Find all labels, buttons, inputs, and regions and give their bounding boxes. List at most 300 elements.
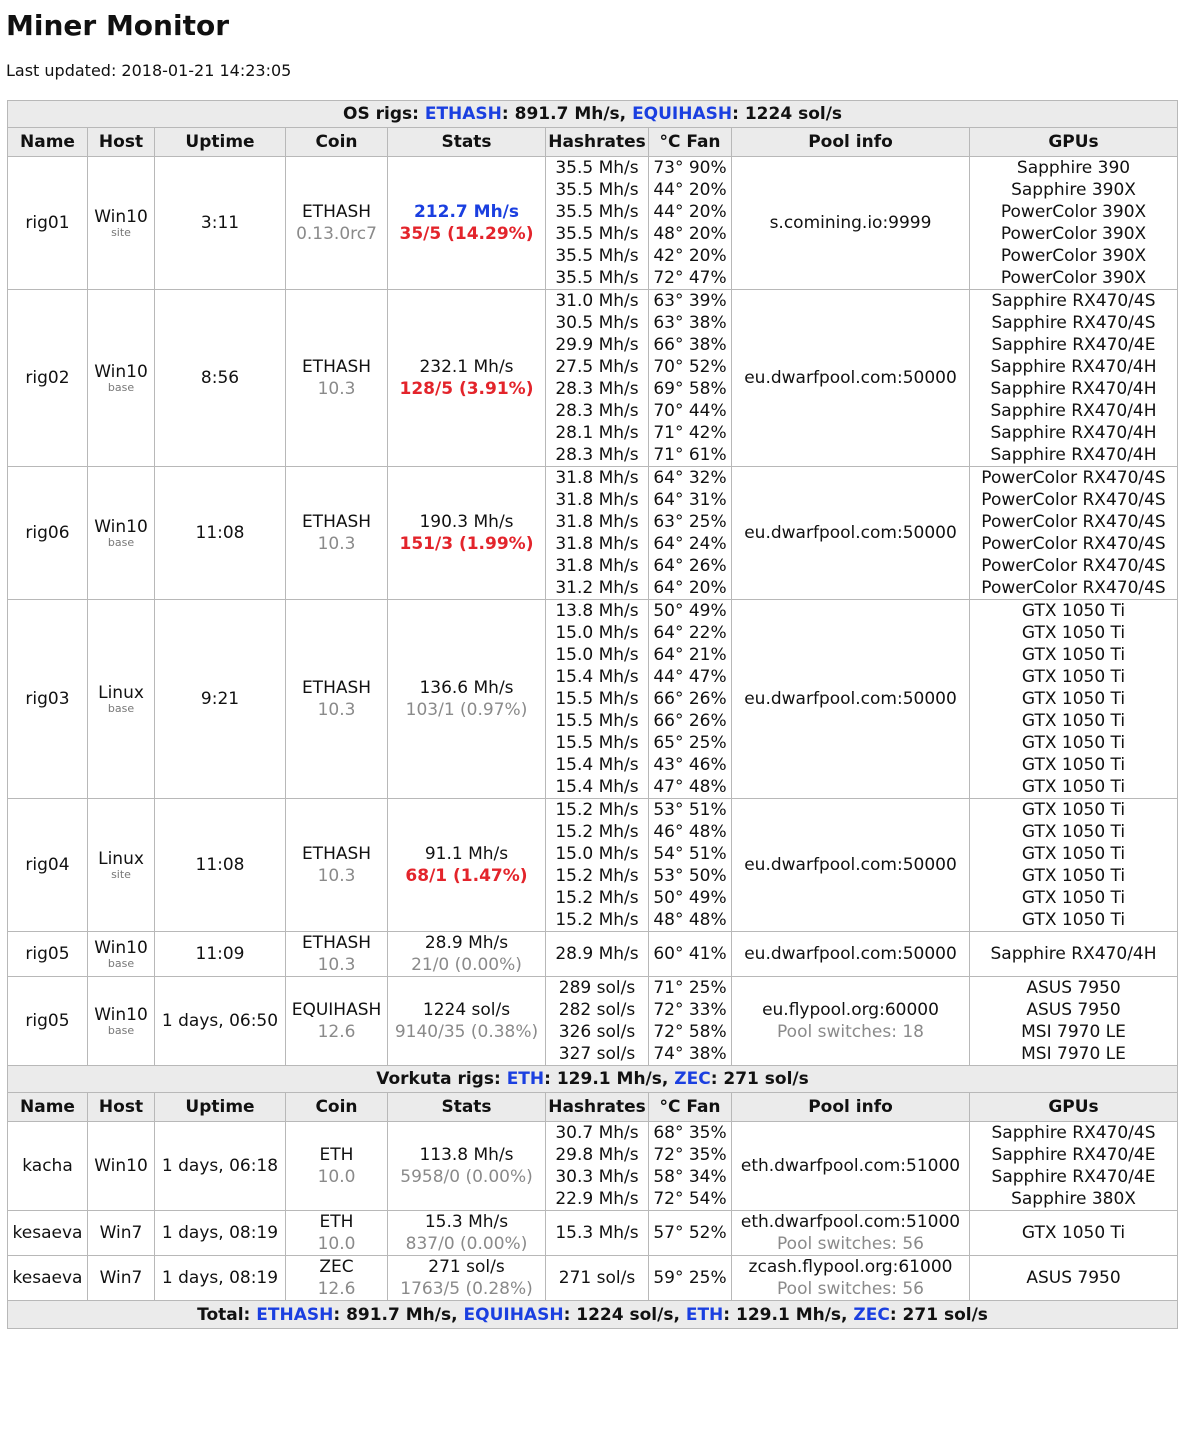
gpu-model: Sapphire 380X	[1011, 1189, 1136, 1209]
rig-hashrates	[546, 467, 649, 600]
rig-coin	[286, 600, 388, 799]
gpu-hashrate: 271 sol/s	[558, 1268, 636, 1288]
gpu-temp-fan: 72° 54%	[653, 1189, 727, 1209]
stats-shares: 9140/35 (0.38%)	[394, 1022, 539, 1042]
rig-name: rig06	[8, 467, 88, 600]
algo-link-ethash[interactable]: ETHASH	[256, 1304, 334, 1325]
rig-uptime: 3:11	[155, 157, 286, 290]
stats-rate: 91.1 Mh/s	[424, 844, 509, 864]
gpu-temp-fan: 71° 61%	[653, 445, 727, 465]
pool-address: eu.dwarfpool.com:50000	[744, 944, 957, 964]
gpu-hashrate: 22.9 Mh/s	[555, 1189, 639, 1209]
pool-address: zcash.flypool.org:61000	[748, 1257, 953, 1277]
algo-total: : 891.7 Mh/s,	[333, 1304, 464, 1325]
total-summary-row-cell	[8, 1301, 1178, 1329]
gpu-hashrate: 35.5 Mh/s	[555, 158, 639, 178]
gpu-hashrate: 15.0 Mh/s	[555, 645, 639, 665]
gpu-model: ASUS 7950	[1026, 978, 1121, 998]
pool-address: eu.flypool.org:60000	[762, 1000, 939, 1020]
group-summary-row	[8, 1066, 1178, 1093]
rig-host	[88, 290, 155, 467]
gpu-temp-fan: 72° 58%	[653, 1022, 727, 1042]
gpu-hashrate: 30.7 Mh/s	[555, 1123, 639, 1143]
coin-version: 10.3	[317, 379, 356, 399]
rig-coin	[286, 157, 388, 290]
last-updated: Last updated: 2018-01-21 14:23:05	[6, 61, 292, 80]
coin-name: ETH	[319, 1145, 354, 1165]
coin-version: 12.6	[317, 1022, 356, 1042]
coin-name: ETHASH	[301, 357, 372, 377]
rig-temps	[649, 1256, 732, 1301]
rig-gpus	[970, 157, 1178, 290]
gpu-model: Sapphire RX470/4S	[991, 1123, 1156, 1143]
rig-pool	[732, 977, 970, 1066]
rig-name: rig04	[8, 799, 88, 932]
coin-version: 0.13.0rc7	[296, 224, 377, 244]
rig-name: rig05	[8, 932, 88, 977]
gpu-temp-fan: 50° 49%	[653, 601, 727, 621]
rig-row	[8, 290, 1178, 467]
algo-link-equihash[interactable]: EQUIHASH	[632, 104, 733, 124]
coin-version: 10.0	[317, 1167, 356, 1187]
gpu-hashrate: 15.5 Mh/s	[555, 711, 639, 731]
rig-pool	[732, 290, 970, 467]
pool-switches: Pool switches: 56	[777, 1234, 924, 1254]
rig-hashrates	[546, 600, 649, 799]
gpu-hashrate: 15.0 Mh/s	[555, 844, 639, 864]
stats-rate: 271 sol/s	[428, 1257, 505, 1277]
rig-stats	[388, 1256, 546, 1301]
gpu-temp-fan: 54° 51%	[653, 844, 727, 864]
gpu-hashrate: 31.8 Mh/s	[555, 490, 639, 510]
rig-uptime: 1 days, 06:50	[155, 977, 286, 1066]
gpu-hashrate: 28.9 Mh/s	[555, 944, 639, 964]
rig-gpus	[970, 1256, 1178, 1301]
gpu-hashrate: 327 sol/s	[558, 1044, 636, 1064]
algo-link-zec[interactable]: ZEC	[853, 1304, 890, 1325]
gpu-hashrate: 28.3 Mh/s	[555, 379, 639, 399]
gpu-temp-fan: 47° 48%	[653, 777, 727, 797]
coin-name: EQUIHASH	[291, 1000, 382, 1020]
algo-link-eth[interactable]: ETH	[685, 1304, 724, 1325]
gpu-model: GTX 1050 Ti	[1021, 888, 1126, 908]
gpu-model: PowerColor 390X	[1000, 268, 1147, 288]
group-label: Total:	[197, 1304, 257, 1325]
rig-coin	[286, 290, 388, 467]
rigs-table	[7, 100, 1178, 1329]
rig-hashrates	[546, 1122, 649, 1211]
rig-host	[88, 467, 155, 600]
gpu-hashrate: 31.0 Mh/s	[555, 291, 639, 311]
gpu-model: GTX 1050 Ti	[1021, 777, 1126, 797]
rig-uptime: 8:56	[155, 290, 286, 467]
rig-stats	[388, 467, 546, 600]
gpu-model: Sapphire RX470/4S	[991, 313, 1156, 333]
gpu-model: PowerColor RX470/4S	[981, 490, 1166, 510]
gpu-hashrate: 35.5 Mh/s	[555, 224, 639, 244]
rig-name: rig02	[8, 290, 88, 467]
gpu-hashrate: 15.0 Mh/s	[555, 623, 639, 643]
host-os: Win10	[94, 207, 148, 227]
rig-temps	[649, 290, 732, 467]
rig-hashrates	[546, 290, 649, 467]
gpu-hashrate: 29.8 Mh/s	[555, 1145, 639, 1165]
gpu-model: PowerColor RX470/4S	[981, 512, 1166, 532]
rig-pool	[732, 467, 970, 600]
gpu-model: GTX 1050 Ti	[1021, 667, 1126, 687]
host-tag: base	[107, 1024, 135, 1037]
rig-host	[88, 1122, 155, 1211]
algo-link-zec[interactable]: ZEC	[674, 1069, 711, 1089]
host-os: Win10	[94, 362, 148, 382]
gpu-temp-fan: 50° 49%	[653, 888, 727, 908]
pool-address: eth.dwarfpool.com:51000	[740, 1212, 961, 1232]
gpu-temp-fan: 59° 25%	[653, 1268, 727, 1288]
rig-row	[8, 799, 1178, 932]
gpu-model: Sapphire RX470/4S	[991, 291, 1156, 311]
gpu-temp-fan: 70° 44%	[653, 401, 727, 421]
gpu-temp-fan: 65° 25%	[653, 733, 727, 753]
coin-version: 10.0	[317, 1234, 356, 1254]
pool-address: eu.dwarfpool.com:50000	[744, 689, 957, 709]
algo-total: : 129.1 Mh/s,	[544, 1069, 675, 1089]
rig-hashrates	[546, 1256, 649, 1301]
rig-name: rig03	[8, 600, 88, 799]
gpu-model: PowerColor RX470/4S	[981, 556, 1166, 576]
gpu-hashrate: 15.2 Mh/s	[555, 866, 639, 886]
gpu-model: PowerColor RX470/4S	[981, 534, 1166, 554]
rig-pool	[732, 799, 970, 932]
host-tag: base	[107, 702, 135, 715]
column-header: GPUs	[970, 1093, 1178, 1122]
rig-stats	[388, 290, 546, 467]
gpu-hashrate: 29.9 Mh/s	[555, 335, 639, 355]
column-header: Hashrates	[546, 128, 649, 157]
coin-name: ZEC	[319, 1257, 354, 1277]
gpu-hashrate: 35.5 Mh/s	[555, 202, 639, 222]
gpu-hashrate: 28.1 Mh/s	[555, 423, 639, 443]
stats-rate: 1224 sol/s	[422, 1000, 511, 1020]
rig-stats	[388, 932, 546, 977]
gpu-temp-fan: 71° 25%	[653, 978, 727, 998]
gpu-temp-fan: 72° 33%	[653, 1000, 727, 1020]
gpu-temp-fan: 66° 26%	[653, 689, 727, 709]
gpu-model: GTX 1050 Ti	[1021, 1223, 1126, 1243]
gpu-hashrate: 15.3 Mh/s	[555, 1223, 639, 1243]
host-os: Linux	[98, 849, 144, 869]
gpu-model: PowerColor 390X	[1000, 246, 1147, 266]
gpu-model: Sapphire RX470/4E	[991, 335, 1156, 355]
rig-temps	[649, 600, 732, 799]
pool-switches: Pool switches: 56	[777, 1279, 924, 1299]
algo-link-eth[interactable]: ETH	[506, 1069, 545, 1089]
rig-temps	[649, 1122, 732, 1211]
gpu-hashrate: 35.5 Mh/s	[555, 246, 639, 266]
rig-name: kesaeva	[8, 1211, 88, 1256]
rig-coin	[286, 1256, 388, 1301]
stats-rate: 15.3 Mh/s	[424, 1212, 509, 1232]
gpu-temp-fan: 70° 52%	[653, 357, 727, 377]
rig-gpus	[970, 977, 1178, 1066]
rig-hashrates	[546, 157, 649, 290]
gpu-model: Sapphire 390	[1016, 158, 1131, 178]
rig-row	[8, 157, 1178, 290]
algo-link-equihash[interactable]: EQUIHASH	[463, 1304, 564, 1325]
gpu-temp-fan: 48° 48%	[653, 910, 727, 930]
gpu-hashrate: 15.2 Mh/s	[555, 910, 639, 930]
host-os: Linux	[98, 683, 144, 703]
host-tag: site	[111, 226, 131, 239]
coin-version: 12.6	[317, 1279, 356, 1299]
rig-temps	[649, 799, 732, 932]
coin-name: ETHASH	[301, 512, 372, 532]
coin-name: ETHASH	[301, 933, 372, 953]
coin-name: ETHASH	[301, 844, 372, 864]
gpu-model: Sapphire RX470/4H	[990, 944, 1157, 964]
gpu-temp-fan: 57° 52%	[653, 1223, 727, 1243]
gpu-hashrate: 15.4 Mh/s	[555, 667, 639, 687]
gpu-model: GTX 1050 Ti	[1021, 866, 1126, 886]
gpu-model: Sapphire RX470/4H	[990, 423, 1157, 443]
rig-pool	[732, 600, 970, 799]
gpu-model: GTX 1050 Ti	[1021, 800, 1126, 820]
gpu-temp-fan: 44° 20%	[653, 180, 727, 200]
column-header: °C Fan	[649, 1093, 732, 1122]
group-summary-row	[8, 101, 1178, 128]
gpu-hashrate: 15.2 Mh/s	[555, 822, 639, 842]
gpu-model: GTX 1050 Ti	[1021, 733, 1126, 753]
page-title: Miner Monitor	[6, 9, 230, 42]
rig-pool	[732, 932, 970, 977]
stats-shares: 1763/5 (0.28%)	[400, 1279, 533, 1299]
gpu-model: Sapphire RX470/4H	[990, 401, 1157, 421]
gpu-temp-fan: 58° 34%	[653, 1167, 727, 1187]
gpu-temp-fan: 64° 26%	[653, 556, 727, 576]
gpu-temp-fan: 53° 50%	[653, 866, 727, 886]
rig-temps	[649, 977, 732, 1066]
gpu-temp-fan: 44° 20%	[653, 202, 727, 222]
rig-stats	[388, 600, 546, 799]
gpu-model: GTX 1050 Ti	[1021, 822, 1126, 842]
rig-host	[88, 977, 155, 1066]
stats-shares: 103/1 (0.97%)	[405, 700, 528, 720]
rig-host	[88, 1211, 155, 1256]
host-os: Win10	[94, 938, 148, 958]
gpu-hashrate: 15.5 Mh/s	[555, 733, 639, 753]
column-header: Coin	[286, 1093, 388, 1122]
column-header-row	[8, 1093, 1178, 1122]
stats-shares: 35/5 (14.29%)	[399, 224, 534, 244]
gpu-hashrate: 15.4 Mh/s	[555, 755, 639, 775]
gpu-hashrate: 31.2 Mh/s	[555, 578, 639, 598]
stats-rate: 113.8 Mh/s	[419, 1145, 514, 1165]
stats-shares: 21/0 (0.00%)	[411, 955, 522, 975]
gpu-model: Sapphire RX470/4H	[990, 445, 1157, 465]
gpu-temp-fan: 68° 35%	[653, 1123, 727, 1143]
rig-stats	[388, 1211, 546, 1256]
coin-name: ETH	[319, 1212, 354, 1232]
gpu-temp-fan: 66° 38%	[653, 335, 727, 355]
gpu-temp-fan: 64° 21%	[653, 645, 727, 665]
rig-uptime: 1 days, 08:19	[155, 1211, 286, 1256]
gpu-temp-fan: 72° 35%	[653, 1145, 727, 1165]
algo-total: : 891.7 Mh/s,	[501, 104, 633, 124]
rig-hashrates	[546, 799, 649, 932]
group-label: OS rigs:	[343, 104, 425, 124]
gpu-temp-fan: 72° 47%	[653, 268, 727, 288]
gpu-temp-fan: 63° 25%	[653, 512, 727, 532]
stats-shares: 128/5 (3.91%)	[399, 379, 534, 399]
gpu-model: PowerColor 390X	[1000, 202, 1147, 222]
rig-row	[8, 1122, 1178, 1211]
column-header: Uptime	[155, 128, 286, 157]
column-header: °C Fan	[649, 128, 732, 157]
host-os: Win10	[94, 517, 148, 537]
gpu-model: Sapphire RX470/4H	[990, 357, 1157, 377]
rig-coin	[286, 1122, 388, 1211]
rig-gpus	[970, 1122, 1178, 1211]
rig-stats	[388, 799, 546, 932]
pool-address: eu.dwarfpool.com:50000	[744, 368, 957, 388]
gpu-temp-fan: 74° 38%	[653, 1044, 727, 1064]
rig-row	[8, 1256, 1178, 1301]
rig-row	[8, 1211, 1178, 1256]
gpu-model: Sapphire 390X	[1011, 180, 1136, 200]
host-tag: base	[107, 381, 135, 394]
pool-address: eu.dwarfpool.com:50000	[744, 855, 957, 875]
algo-link-ethash[interactable]: ETHASH	[424, 104, 502, 124]
gpu-temp-fan: 64° 22%	[653, 623, 727, 643]
rig-gpus	[970, 600, 1178, 799]
gpu-hashrate: 30.3 Mh/s	[555, 1167, 639, 1187]
coin-version: 10.3	[317, 700, 356, 720]
rig-row	[8, 977, 1178, 1066]
gpu-temp-fan: 64° 31%	[653, 490, 727, 510]
gpu-temp-fan: 48° 20%	[653, 224, 727, 244]
rig-uptime: 11:08	[155, 467, 286, 600]
stats-rate: 28.9 Mh/s	[424, 933, 509, 953]
rig-gpus	[970, 467, 1178, 600]
gpu-hashrate: 15.5 Mh/s	[555, 689, 639, 709]
gpu-model: GTX 1050 Ti	[1021, 623, 1126, 643]
gpu-temp-fan: 63° 38%	[653, 313, 727, 333]
rig-host	[88, 1256, 155, 1301]
group-summary-row-cell	[8, 101, 1178, 128]
gpu-hashrate: 15.2 Mh/s	[555, 800, 639, 820]
algo-total: : 1224 sol/s,	[563, 1304, 686, 1325]
gpu-model: GTX 1050 Ti	[1021, 711, 1126, 731]
rig-hashrates	[546, 977, 649, 1066]
gpu-model: ASUS 7950	[1026, 1000, 1121, 1020]
gpu-hashrate: 13.8 Mh/s	[555, 601, 639, 621]
rig-pool	[732, 1122, 970, 1211]
rig-host	[88, 799, 155, 932]
rig-temps	[649, 1211, 732, 1256]
gpu-hashrate: 31.8 Mh/s	[555, 512, 639, 532]
host-tag: base	[107, 536, 135, 549]
rig-stats	[388, 1122, 546, 1211]
rig-stats	[388, 157, 546, 290]
gpu-temp-fan: 64° 20%	[653, 578, 727, 598]
rig-coin	[286, 977, 388, 1066]
column-header: Name	[8, 1093, 88, 1122]
rig-row	[8, 600, 1178, 799]
algo-total: : 1224 sol/s	[732, 104, 843, 124]
gpu-temp-fan: 64° 24%	[653, 534, 727, 554]
column-header: Pool info	[732, 128, 970, 157]
gpu-hashrate: 30.5 Mh/s	[555, 313, 639, 333]
algo-total: : 271 sol/s	[889, 1304, 988, 1325]
gpu-model: GTX 1050 Ti	[1021, 601, 1126, 621]
gpu-hashrate: 31.8 Mh/s	[555, 468, 639, 488]
column-header: Host	[88, 1093, 155, 1122]
host-os: Win7	[99, 1223, 143, 1243]
stats-rate: 232.1 Mh/s	[419, 357, 514, 377]
coin-version: 10.3	[317, 955, 356, 975]
host-tag: site	[111, 868, 131, 881]
rig-name: rig05	[8, 977, 88, 1066]
rig-name: rig01	[8, 157, 88, 290]
gpu-model: Sapphire RX470/4E	[991, 1145, 1156, 1165]
gpu-temp-fan: 66° 26%	[653, 711, 727, 731]
gpu-temp-fan: 44° 47%	[653, 667, 727, 687]
stats-rate: 136.6 Mh/s	[419, 678, 514, 698]
host-os: Win7	[99, 1268, 143, 1288]
rig-row	[8, 932, 1178, 977]
gpu-temp-fan: 60° 41%	[653, 944, 727, 964]
coin-name: ETHASH	[301, 678, 372, 698]
gpu-temp-fan: 53° 51%	[653, 800, 727, 820]
stats-rate: 190.3 Mh/s	[419, 512, 514, 532]
gpu-temp-fan: 73° 90%	[653, 158, 727, 178]
host-tag: base	[107, 957, 135, 970]
rig-host	[88, 157, 155, 290]
gpu-temp-fan: 63° 39%	[653, 291, 727, 311]
gpu-hashrate: 28.3 Mh/s	[555, 401, 639, 421]
rig-coin	[286, 1211, 388, 1256]
rig-coin	[286, 467, 388, 600]
gpu-model: GTX 1050 Ti	[1021, 910, 1126, 930]
gpu-model: ASUS 7950	[1026, 1268, 1121, 1288]
gpu-temp-fan: 71° 42%	[653, 423, 727, 443]
rig-name: kesaeva	[8, 1256, 88, 1301]
gpu-model: MSI 7970 LE	[1021, 1022, 1126, 1042]
gpu-hashrate: 31.8 Mh/s	[555, 534, 639, 554]
rig-gpus	[970, 799, 1178, 932]
rig-gpus	[970, 1211, 1178, 1256]
rig-pool	[732, 1211, 970, 1256]
column-header: Uptime	[155, 1093, 286, 1122]
gpu-model: PowerColor RX470/4S	[981, 468, 1166, 488]
pool-switches: Pool switches: 18	[777, 1022, 924, 1042]
pool-address: eu.dwarfpool.com:50000	[744, 523, 957, 543]
gpu-hashrate: 289 sol/s	[558, 978, 636, 998]
stats-shares: 151/3 (1.99%)	[399, 534, 534, 554]
rig-uptime: 11:09	[155, 932, 286, 977]
rig-uptime: 9:21	[155, 600, 286, 799]
coin-name: ETHASH	[301, 202, 372, 222]
group-summary-row-cell	[8, 1066, 1178, 1093]
algo-total: : 129.1 Mh/s,	[723, 1304, 854, 1325]
gpu-hashrate: 282 sol/s	[558, 1000, 636, 1020]
host-os: Win10	[94, 1005, 148, 1025]
rig-host	[88, 600, 155, 799]
stats-rate: 212.7 Mh/s	[413, 202, 520, 222]
stats-shares: 5958/0 (0.00%)	[400, 1167, 533, 1187]
stats-shares: 68/1 (1.47%)	[405, 866, 528, 886]
rig-temps	[649, 157, 732, 290]
column-header: Coin	[286, 128, 388, 157]
